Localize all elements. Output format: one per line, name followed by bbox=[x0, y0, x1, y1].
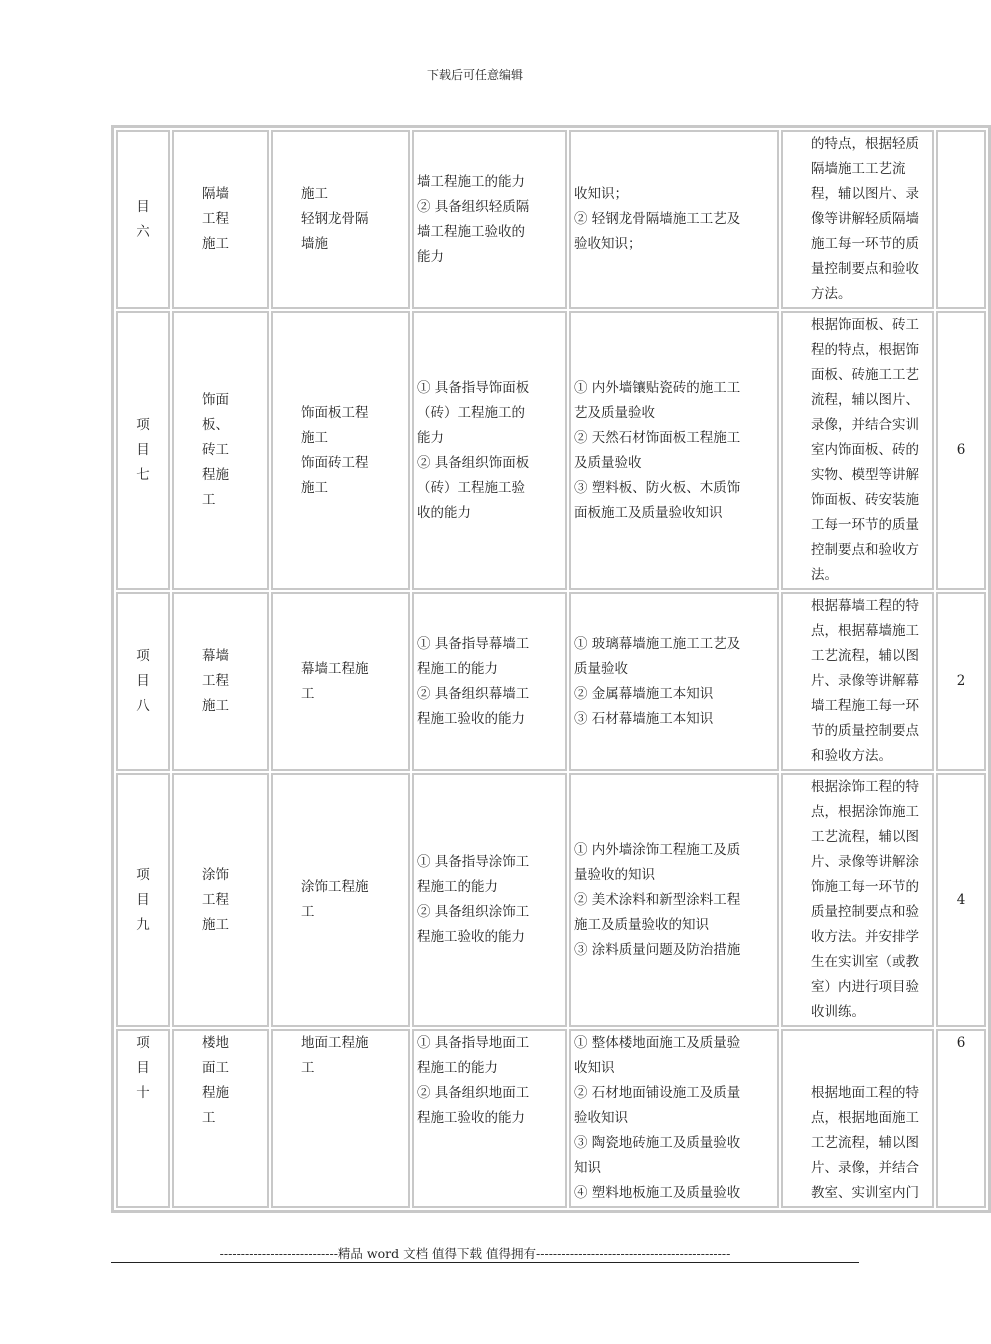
content-cell: 地面工程施 工 bbox=[271, 1029, 410, 1208]
method-cell: 根据涂饰工程的特 点，根据涂饰施工 工艺流程，辅以图 片、录像等讲解涂 饰施工每一环节的 质量控制要点和验 收方法。并安排学 生在实训室（或教 室）内进行项目验 收训练。 bbox=[781, 773, 934, 1027]
hours-cell bbox=[936, 130, 986, 309]
hours-cell: 4 bbox=[936, 773, 986, 1027]
name-cell: 楼地 面工 程施 工 bbox=[172, 1029, 269, 1208]
project-cell: 项 目 七 bbox=[116, 311, 170, 590]
page-footer: ----------------------------精品 word 文档 值得下载 值得拥有---------------------------------------------- bbox=[219, 1246, 731, 1261]
table-row bbox=[116, 1029, 986, 1208]
name-cell: 饰面 板、 砖工 程施 工 bbox=[172, 311, 269, 590]
ability-cell: ① 具备指导涂饰工 程施工的能力 ② 具备组织涂饰工 程施工验收的能力 bbox=[412, 773, 567, 1027]
method-cell: 的特点，根据轻质 隔墙施工工艺流 程，辅以图片、录 像等讲解轻质隔墙 施工每一环节的质 量控制要点和验收 方法。 bbox=[781, 130, 934, 309]
ability-cell: ① 具备指导饰面板 （砖）工程施工的 能力 ② 具备组织饰面板 （砖）工程施工验 收的能力 bbox=[412, 311, 567, 590]
name-cell: 涂饰 工程 施工 bbox=[172, 773, 269, 1027]
project-cell: 项 目 十 bbox=[116, 1029, 170, 1208]
knowledge-cell: ① 整体楼地面施工及质量验 收知识 ② 石材地面铺设施工及质量 验收知识 ③ 陶瓷地砖施工及质量验收 知识 ④ 塑料地板施工及质量验收 bbox=[569, 1029, 779, 1208]
project-cell: 目 六 bbox=[116, 130, 170, 309]
table-row bbox=[116, 773, 986, 1027]
knowledge-cell: ① 内外墙镶贴瓷砖的施工工 艺及质量验收 ② 天然石材饰面板工程施工 及质量验收 ③ 塑料板、防火板、木质饰 面板施工及质量验收知识 bbox=[569, 311, 779, 590]
knowledge-cell: 收知识； ② 轻钢龙骨隔墙施工工艺及 验收知识； bbox=[569, 130, 779, 309]
content-cell: 饰面板工程 施工 饰面砖工程 施工 bbox=[271, 311, 410, 590]
project-cell: 项 目 八 bbox=[116, 592, 170, 771]
content-cell: 涂饰工程施 工 bbox=[271, 773, 410, 1027]
table-row bbox=[116, 311, 986, 590]
ability-cell: ① 具备指导幕墙工 程施工的能力 ② 具备组织幕墙工 程施工验收的能力 bbox=[412, 592, 567, 771]
content-cell: 施工 轻钢龙骨隔 墙施 bbox=[271, 130, 410, 309]
knowledge-cell: ① 内外墙涂饰工程施工及质 量验收的知识 ② 美术涂料和新型涂料工程 施工及质量验收的知识 ③ 涂料质量问题及防治措施 bbox=[569, 773, 779, 1027]
method-cell: 根据地面工程的特 点，根据地面施工 工艺流程，辅以图 片、录像，并结合 教室、实训室内门 bbox=[781, 1029, 934, 1208]
page-header: 下载后可任意编辑 bbox=[426, 68, 523, 82]
footer-divider bbox=[111, 1262, 859, 1263]
table-row bbox=[116, 130, 986, 309]
knowledge-cell: ① 玻璃幕墙施工施工工艺及 质量验收 ② 金属幕墙施工本知识 ③ 石材幕墙施工本知识 bbox=[569, 592, 779, 771]
project-cell: 项 目 九 bbox=[116, 773, 170, 1027]
curriculum-table bbox=[111, 125, 991, 1213]
curriculum-table-wrap bbox=[111, 125, 966, 1201]
hours-cell: 6 bbox=[936, 1029, 986, 1208]
name-cell: 隔墙 工程 施工 bbox=[172, 130, 269, 309]
hours-cell: 6 bbox=[936, 311, 986, 590]
name-cell: 幕墙 工程 施工 bbox=[172, 592, 269, 771]
ability-cell: 墙工程施工的能力 ② 具备组织轻质隔 墙工程施工验收的 能力 bbox=[412, 130, 567, 309]
hours-cell: 2 bbox=[936, 592, 986, 771]
table-row bbox=[116, 592, 986, 771]
method-cell: 根据幕墙工程的特 点，根据幕墙施工 工艺流程，辅以图 片、录像等讲解幕 墙工程施工每一环 节的质量控制要点 和验收方法。 bbox=[781, 592, 934, 771]
ability-cell: ① 具备指导地面工 程施工的能力 ② 具备组织地面工 程施工验收的能力 bbox=[412, 1029, 567, 1208]
content-cell: 幕墙工程施 工 bbox=[271, 592, 410, 771]
method-cell: 根据饰面板、砖工 程的特点，根据饰 面板、砖施工工艺 流程，辅以图片、 录像，并结合实训 室内饰面板、砖的 实物、模型等讲解 饰面板、砖安装施 工每一环节的质量 控制要点和验收方 法。 bbox=[781, 311, 934, 590]
